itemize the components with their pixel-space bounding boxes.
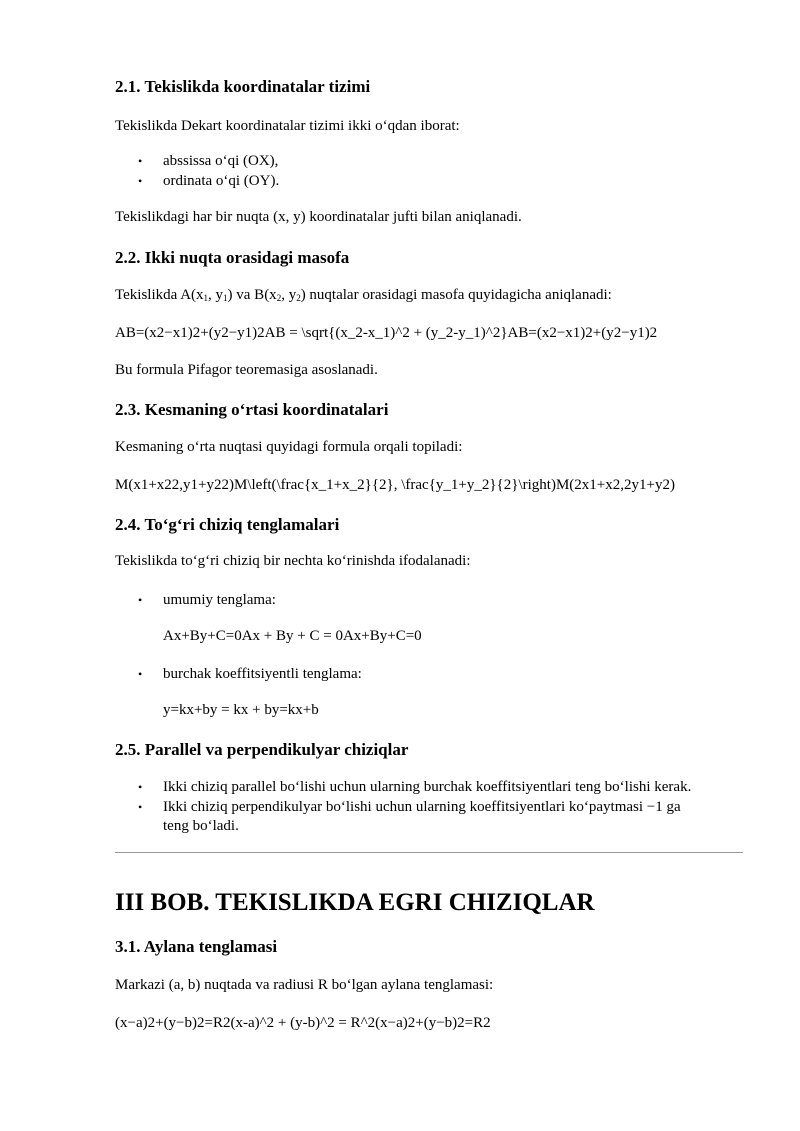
- section-heading-2-4: 2.4. To‘g‘ri chiziq tenglamalari: [115, 515, 340, 534]
- paragraph: Kesmaning o‘rta nuqtasi quyidagi formula orqali topiladi:: [115, 439, 463, 455]
- list-item-text: ordinata o‘qi (OY).: [163, 172, 280, 189]
- list-item-text: teng bo‘ladi.: [163, 818, 239, 834]
- bullet-list: [115, 778, 743, 837]
- list-item-text: burchak koeffitsiyentli tenglama:: [163, 666, 362, 682]
- bullet-icon: •: [138, 593, 143, 607]
- list-item-text: abssissa o‘qi (OX),: [163, 153, 279, 169]
- paragraph-points: [115, 287, 612, 304]
- text-run: Tekislikda A(x: [115, 287, 204, 303]
- subscript: 1: [223, 293, 228, 303]
- bullet-list: [115, 591, 743, 611]
- bullet-list: [115, 152, 743, 191]
- bullet-icon: •: [138, 799, 143, 814]
- paragraph: Markazi (a, b) nuqtada va radiusi R bo‘lgan aylana tenglamasi:: [115, 977, 494, 993]
- list-item: [115, 172, 743, 192]
- list-item-text: Ikki chiziq parallel bo‘lishi uchun ularning burchak koeffitsiyentlari teng bo‘lishi kerak.: [163, 779, 692, 795]
- list-item: [115, 798, 743, 837]
- formula-slope-line: y=kx+by = kx + by=kx+b: [163, 702, 319, 718]
- text-run: , y: [208, 287, 224, 303]
- paragraph: Tekislikda to‘g‘ri chiziq bir nechta ko‘rinishda ifodalanadi:: [115, 553, 471, 569]
- bullet-list: [115, 665, 743, 685]
- list-item-text: umumiy tenglama:: [163, 592, 276, 608]
- section-heading-2-5: 2.5. Parallel va perpendikulyar chiziqlar: [115, 740, 409, 759]
- text-run: ) nuqtalar orasidagi masofa quyidagicha aniqlanadi:: [300, 287, 612, 303]
- section-heading-2-3: 2.3. Kesmaning o‘rtasi koordinatalari: [115, 400, 389, 419]
- list-item-text: Ikki chiziq perpendikulyar bo‘lishi uchun ularning koeffitsiyentlari ko‘paytmasi −1 ga: [163, 798, 681, 815]
- paragraph: Tekislikda Dekart koordinatalar tizimi ikki o‘qdan iborat:: [115, 118, 460, 134]
- subscript: 2: [296, 293, 301, 303]
- bullet-icon: •: [138, 154, 143, 168]
- bullet-icon: •: [138, 780, 143, 794]
- formula-general-line: Ax+By+C=0Ax + By + C = 0Ax+By+C=0: [163, 628, 422, 644]
- subscript: 2: [276, 293, 282, 303]
- bullet-icon: •: [138, 173, 143, 188]
- text-run: , y: [281, 287, 297, 303]
- formula-circle: (x−a)2+(y−b)2=R2(x-a)^2 + (y-b)^2 = R^2(x−a)2+(y−b)2=R2: [115, 1015, 491, 1031]
- section-heading-2-1: 2.1. Tekislikda koordinatalar tizimi: [115, 77, 371, 96]
- list-item: [115, 665, 743, 685]
- horizontal-divider: [115, 852, 743, 853]
- chapter-title: III BOB. TEKISLIKDA EGRI CHIZIQLAR: [115, 889, 595, 916]
- list-item: [115, 778, 743, 798]
- bullet-icon: •: [138, 667, 143, 681]
- paragraph: Tekislikdagi har bir nuqta (x, y) koordinatalar jufti bilan aniqlanadi.: [115, 209, 522, 225]
- formula-midpoint: M(x1+x22,y1+y22)M\left(\frac{x_1+x_2}{2}, \frac{y_1+y_2}{2}\right)M(2x1+x2,2y1+y2): [115, 477, 675, 493]
- list-item: [115, 591, 743, 611]
- section-heading-2-2: 2.2. Ikki nuqta orasidagi masofa: [115, 248, 350, 267]
- paragraph: Bu formula Pifagor teoremasiga asoslanadi.: [115, 362, 378, 378]
- formula-distance: AB=(x2−x1)2+(y2−y1)2AB = \sqrt{(x_2-x_1)^2 + (y_2-y_1)^2}AB=(x2−x1)2+(y2−y1)2: [115, 325, 658, 341]
- text-run: ) va B(x: [227, 287, 277, 303]
- list-item: [115, 152, 743, 172]
- subscript: 1: [203, 293, 209, 303]
- section-heading-3-1: 3.1. Aylana tenglamasi: [115, 937, 278, 956]
